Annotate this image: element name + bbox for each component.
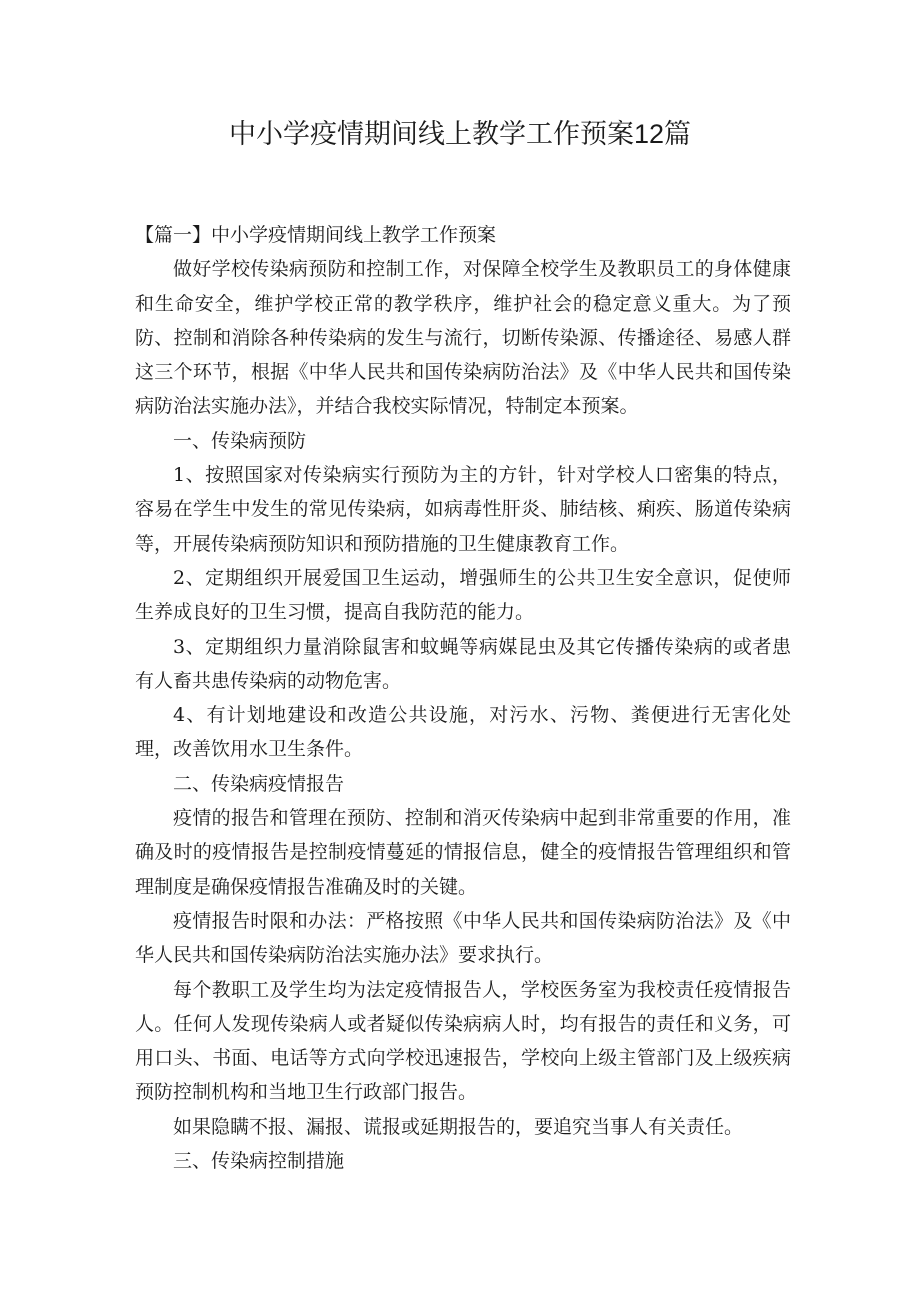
paragraph-report-4: 如果隐瞒不报、漏报、谎报或延期报告的，要追究当事人有关责任。	[173, 1115, 744, 1138]
paragraph-report-1: 疫情的报告和管理在预防、控制和消灭传染病中起到非常重要的作用，准确及时的疫情报告是控制疫情蔓延的情报信息，健全的疫情报告管理组织和管理制度是确保疫情报告准确及时的关键。	[135, 807, 791, 898]
document-title: 中小学疫情期间线上教学工作预案12篇	[228, 119, 692, 149]
paragraph-prevention-3: 3、定期组织力量消除鼠害和蚊蝇等病媒昆虫及其它传播传染病的或者患有人畜共患传染病的动物危害。	[135, 635, 791, 692]
paragraph-prevention-1: 1、按照国家对传染病实行预防为主的方针，针对学校人口密集的特点，容易在学生中发生的常见传染病，如病毒性肝炎、肺结核、痢疾、肠道传染病等，开展传染病预防知识和预防措施的卫生健康教育工作。	[135, 464, 791, 555]
paragraph-prevention-2: 2、定期组织开展爱国卫生运动，增强师生的公共卫生安全意识，促使师生养成良好的卫生习惯，提高自我防范的能力。	[135, 566, 791, 624]
document-body	[135, 218, 791, 1178]
heading-control: 三、传染病控制措施	[173, 1150, 345, 1173]
paragraph-report-2: 疫情报告时限和办法：严格按照《中华人民共和国传染病防治法》及《中华人民共和国传染病防治法实施办法》要求执行。	[135, 909, 791, 967]
heading-prevention: 一、传染病预防	[173, 429, 307, 452]
heading-report: 二、传染病疫情报告	[173, 772, 345, 795]
paragraph-intro: 做好学校传染病预防和控制工作，对保障全校学生及教职员工的身体健康和生命安全，维护学校正常的教学秩序，维护社会的稳定意义重大。为了预防、控制和消除各种传染病的发生与流行，切断传染源、传播途径、易感人群这三个环节，根据《中华人民共和国传染病防治法》及《中华人民共和国传染病防治法实施办法》，并结合我校实际情况，特制定本预案。	[135, 258, 791, 418]
paragraph-prevention-4: 4、有计划地建设和改造公共设施，对污水、污物、粪便进行无害化处理，改善饮用水卫生条件。	[135, 704, 791, 761]
paragraph-report-3: 每个教职工及学生均为法定疫情报告人，学校医务室为我校责任疫情报告人。任何人发现传染病人或者疑似传染病病人时，均有报告的责任和义务，可用口头、书面、电话等方式向学校迅速报告，学校向上级主管部门及上级疾病预防控制机构和当地卫生行政部门报告。	[135, 978, 791, 1104]
section-heading: 【篇一】中小学疫情期间线上教学工作预案	[135, 224, 497, 246]
